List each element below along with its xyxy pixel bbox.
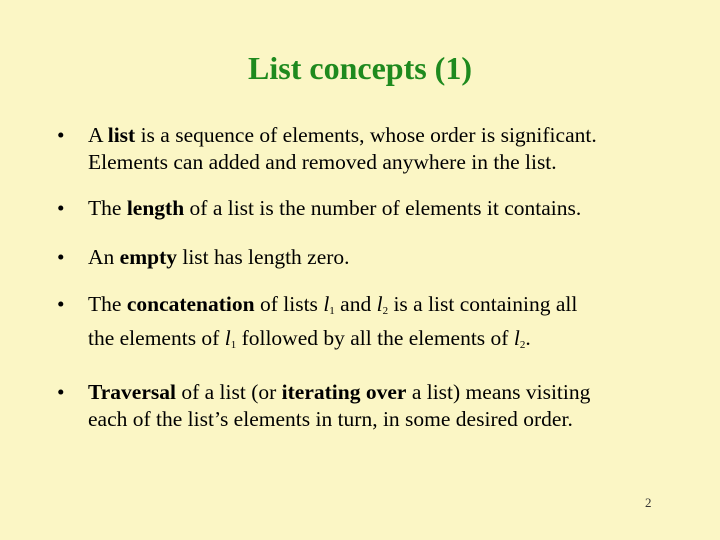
bullet-dot: • (57, 380, 65, 404)
bullet-text: of a list (or (175, 380, 282, 404)
bullet-traversal (57, 379, 697, 433)
bullet-empty (57, 244, 697, 271)
list-var: l (376, 292, 383, 316)
term: iterating over (281, 380, 407, 404)
page-title: List concepts (1) (248, 50, 472, 86)
bullet-text: of a list is the number of elements it contains. (184, 196, 582, 220)
bullet-text: the elements of (88, 326, 225, 350)
bullet-dot: • (57, 196, 65, 220)
term: Traversal (88, 380, 176, 404)
subscript: 2 (519, 339, 526, 351)
term: empty (119, 245, 177, 269)
subscript: 1 (230, 339, 237, 351)
bullet-length (57, 195, 697, 222)
bullet-text: of lists (254, 292, 324, 316)
bullet-text: followed by all the elements of (236, 326, 514, 350)
bullet-text: Elements can added and removed anywhere in the list. (88, 150, 557, 174)
bullet-text: and (334, 292, 377, 316)
list-var: l (224, 326, 231, 350)
bullet-text: The (88, 292, 127, 316)
bullet-text: is a list containing all (388, 292, 578, 316)
list-var: l (323, 292, 330, 316)
bullet-list (57, 122, 697, 433)
bullet-text: An (88, 245, 120, 269)
bullet-text: each of the list’s elements in turn, in some desired order. (88, 407, 573, 431)
subscript: 2 (382, 305, 389, 317)
bullet-text: list has length zero. (176, 245, 350, 269)
bullet-dot: • (57, 123, 65, 147)
bullet-text: A (88, 123, 108, 147)
bullet-dot: • (57, 292, 65, 316)
list-var: l (513, 326, 520, 350)
bullet-concatenation (57, 291, 697, 359)
bullet-text: . (525, 326, 531, 350)
bullet-text: is a sequence of elements, whose order is significant. (135, 123, 597, 147)
term: length (126, 196, 185, 220)
term: list (107, 123, 136, 147)
page-number: 2 (645, 495, 652, 510)
bullet-list-definition (57, 122, 697, 176)
bullet-dot: • (57, 245, 65, 269)
subscript: 1 (329, 305, 335, 317)
bullet-text: a list) means visiting (406, 380, 591, 404)
term: concatenation (126, 292, 255, 316)
bullet-text: The (88, 196, 127, 220)
